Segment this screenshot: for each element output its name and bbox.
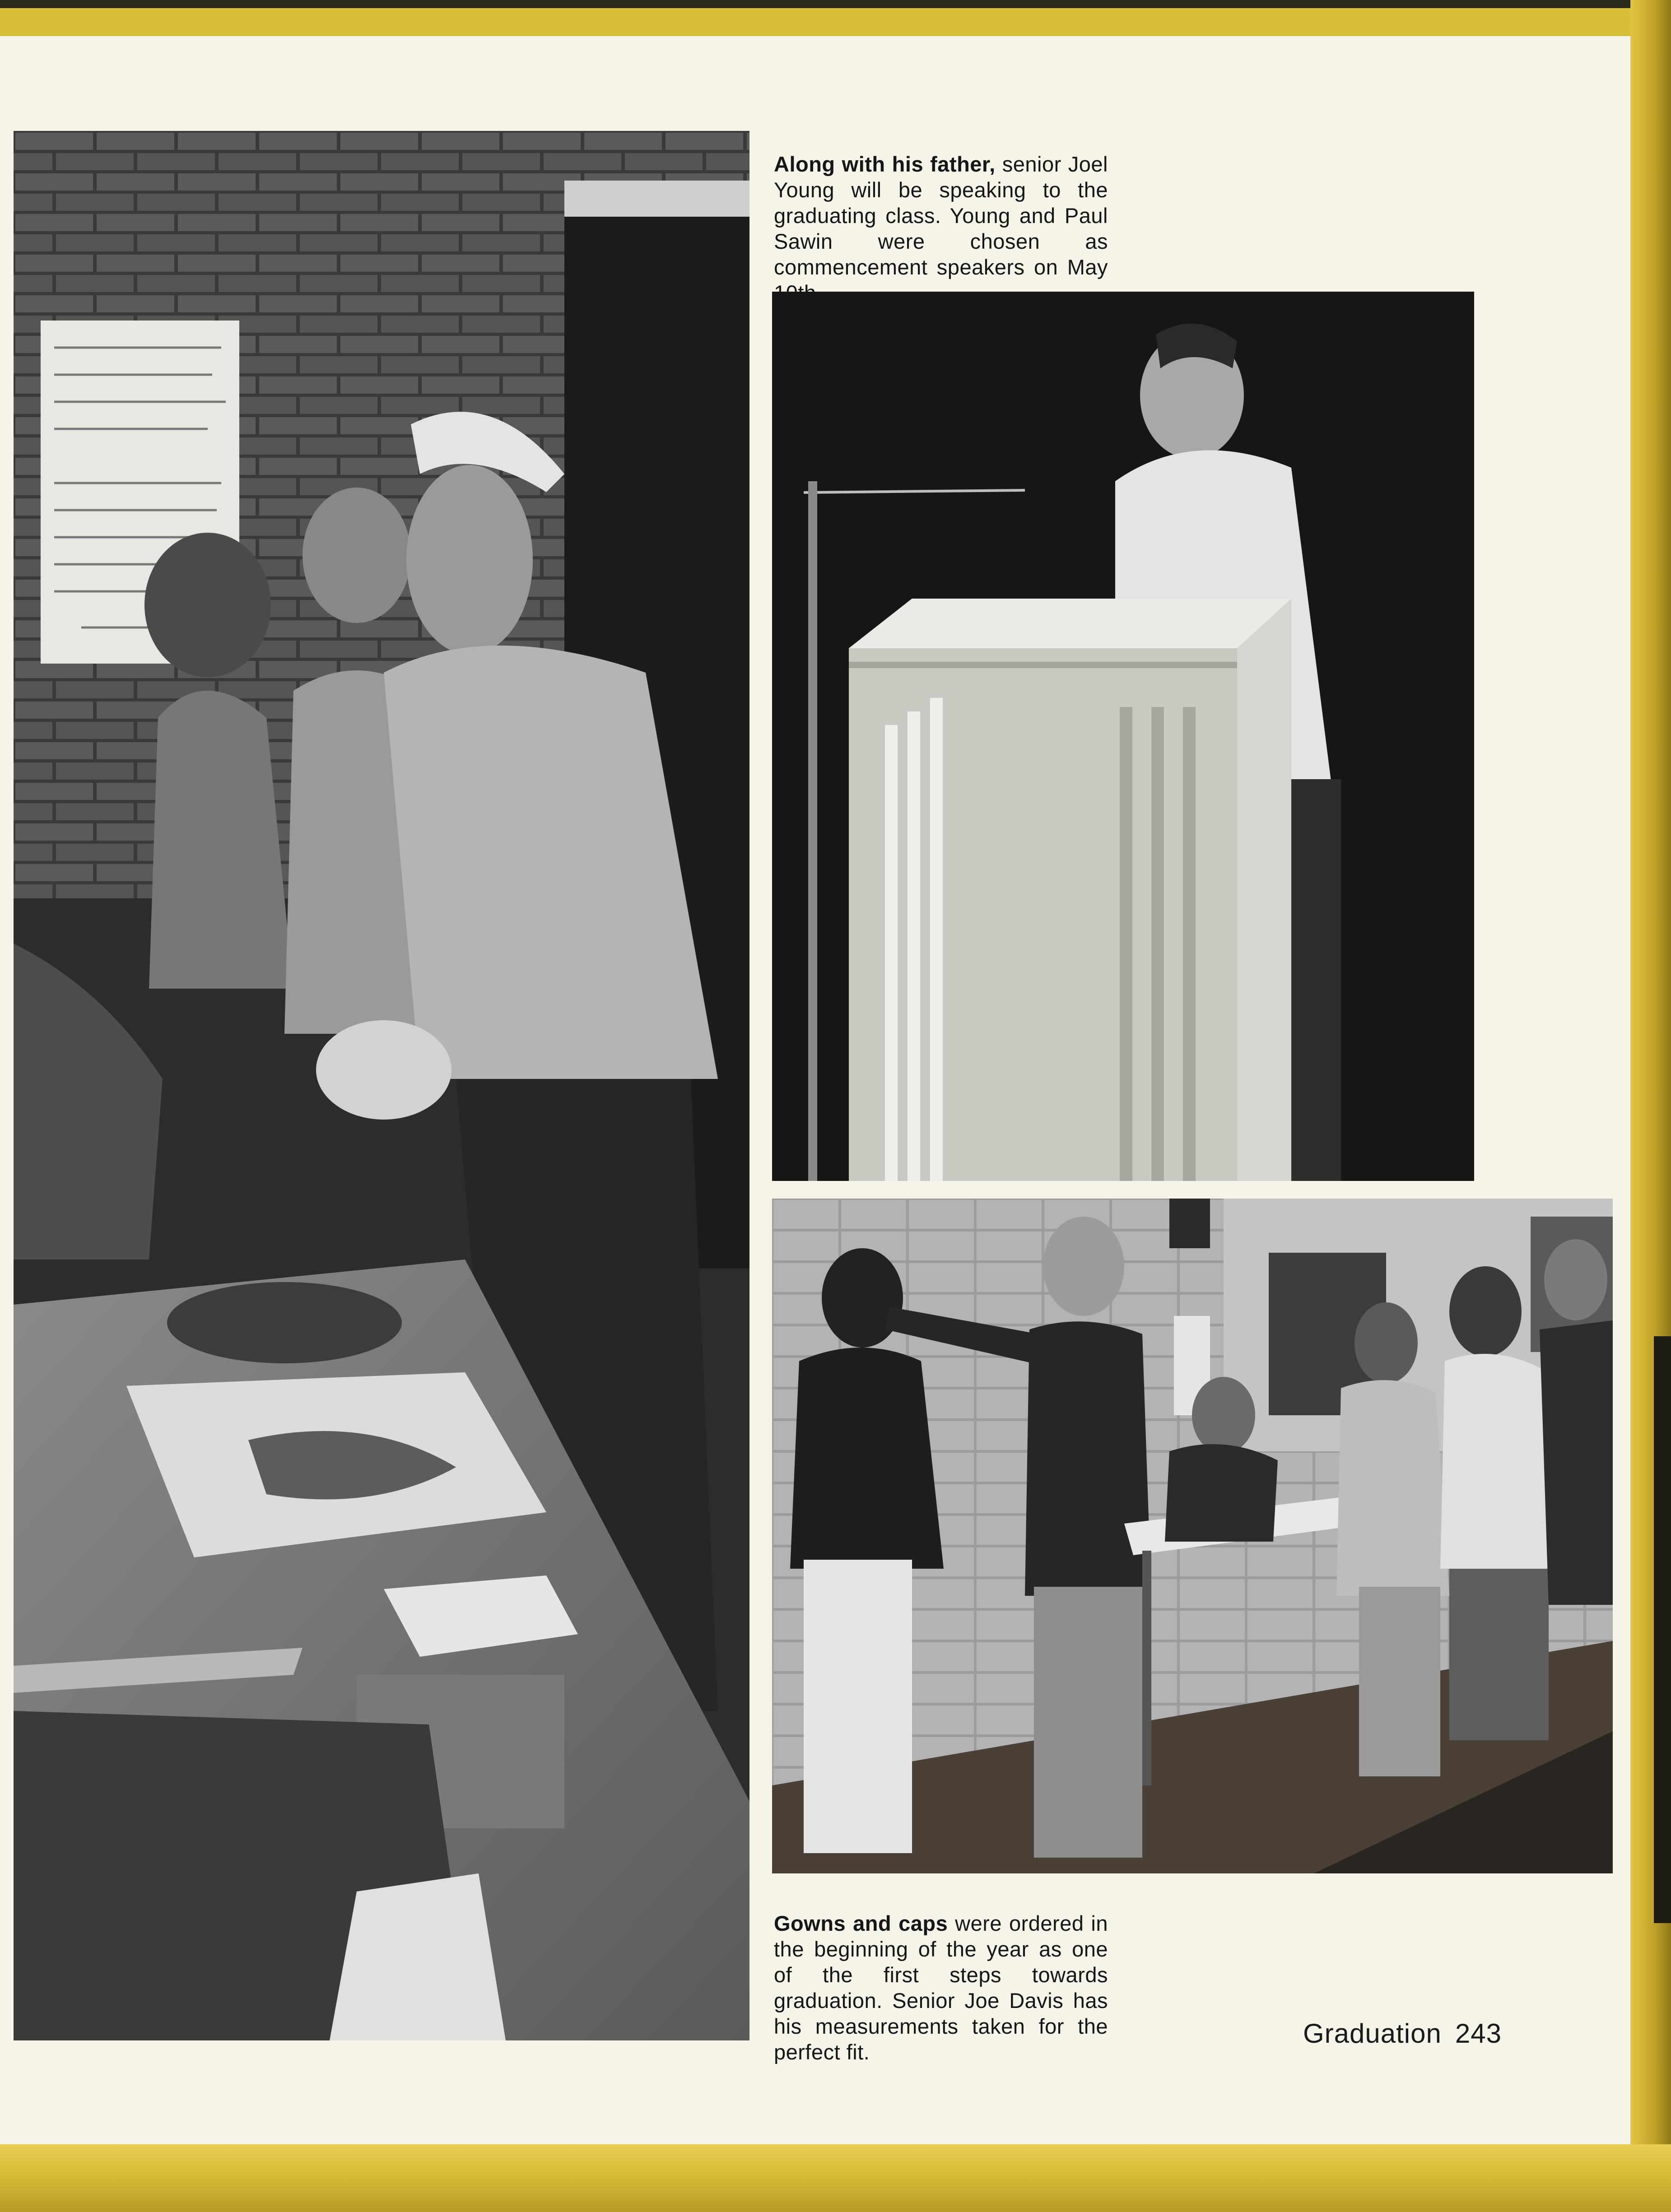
caption-speaker-lead: Along with his father,	[774, 152, 996, 176]
photo-speaker-at-podium	[772, 292, 1474, 1181]
caption-speaker-text: senior Joel Young will be speaking to the graduating class. Young and Paul Sawin were chosen as commencement speakers on May 10th.	[774, 152, 1108, 305]
caption-speaker	[774, 151, 1108, 306]
yearbook-page	[0, 36, 1630, 2144]
cover-edge-bottom	[0, 2144, 1671, 2212]
cover-edge-top	[0, 0, 1671, 36]
folio-section: Graduation	[1303, 2018, 1442, 2049]
caption-gowns-text: were ordered in the beginning of the year as one of the first steps towards graduation. Senior Joe Davis has his measurements taken for the perfect fit.	[774, 1911, 1108, 2064]
binding-shadow	[1654, 1336, 1671, 1923]
caption-gowns	[774, 1910, 1108, 2065]
caption-gowns-lead: Gowns and caps	[774, 1911, 948, 1935]
page-folio	[1303, 2018, 1502, 2049]
photo-picnic-food-line	[14, 131, 749, 2040]
folio-page-number: 243	[1455, 2018, 1502, 2049]
photo-gown-measurements	[772, 1199, 1613, 1873]
